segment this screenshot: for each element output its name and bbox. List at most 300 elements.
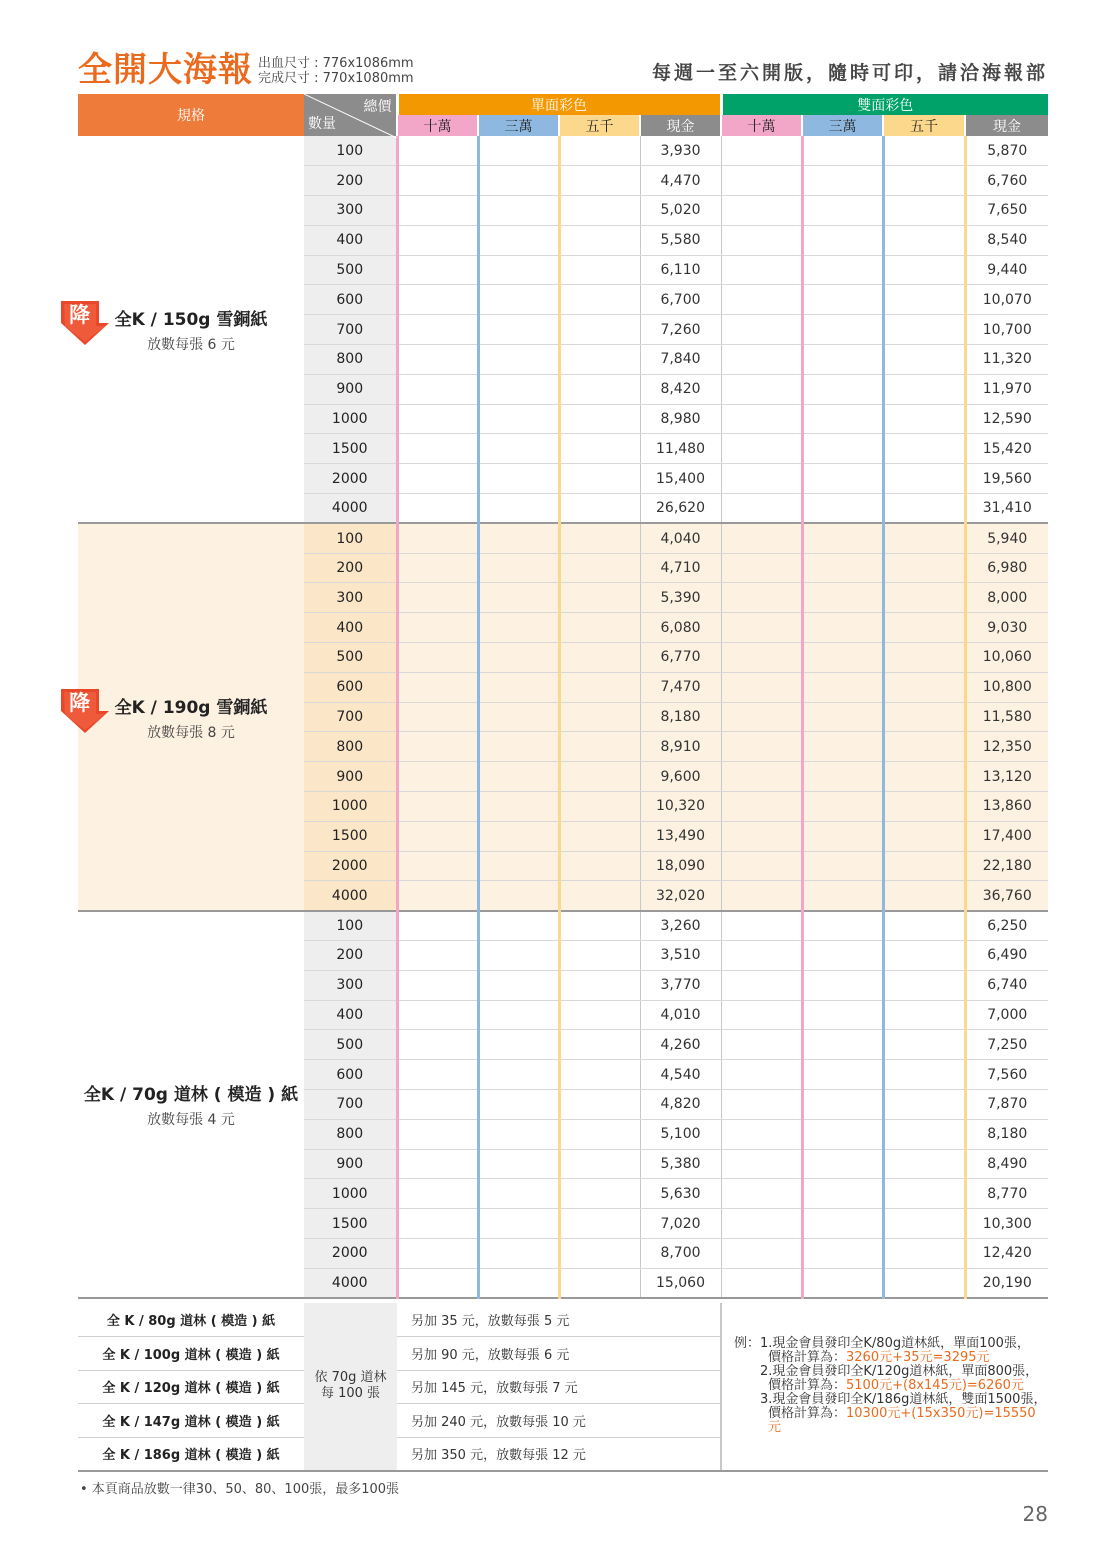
quantity-label: 數量 [308,116,336,132]
price-cell-5k-single [559,196,640,226]
price-cell-100k-single [397,1238,478,1268]
price-cell-100k-double [721,643,802,673]
price-cell-30k-single [478,851,559,881]
price-cell-100k-single [397,196,478,226]
price-cell-5k-double [883,166,965,196]
quantity-cell: 2000 [304,464,397,494]
price-cell-30k-single [478,345,559,375]
price-cell-cash-single: 8,980 [640,404,721,434]
price-cell-cash-single: 4,470 [640,166,721,196]
price-cell-cash-single: 5,630 [640,1179,721,1209]
price-cell-5k-double [883,345,965,375]
price-cell-30k-single [478,315,559,345]
price-cell-100k-double [721,1268,802,1298]
price-cell-5k-single [559,1090,640,1120]
price-cell-5k-single [559,970,640,1000]
price-cell-30k-double [802,643,883,673]
price-cell-5k-single [559,732,640,762]
quantity-cell: 2000 [304,1238,397,1268]
price-cell-30k-double [802,911,883,941]
example-line: 例：1.現金會員發印全K/80g道林紙，單面100張， [734,1336,1030,1352]
quantity-cell: 300 [304,970,397,1000]
price-cell-cash-single: 11,480 [640,434,721,464]
price-cell-5k-single [559,225,640,255]
price-cell-30k-single [478,1238,559,1268]
price-cell-100k-double [721,136,802,166]
price-cell-100k-single [397,702,478,732]
price-cell-100k-single [397,941,478,971]
price-cell-cash-single: 15,060 [640,1268,721,1298]
price-cell-5k-double [883,374,965,404]
spec-label [69,302,268,354]
price-cell-100k-single [397,404,478,434]
price-cell-cash-single: 3,770 [640,970,721,1000]
price-cell-5k-double [883,553,965,583]
price-cell-30k-double [802,315,883,345]
quantity-cell: 4000 [304,1268,397,1298]
final-size: 完成尺寸 : 770x1080mm [258,71,414,86]
col-cash-single: 現金 [640,115,721,136]
price-cell-cash-single: 4,040 [640,523,721,553]
quantity-cell: 600 [304,672,397,702]
price-cell-5k-double [883,672,965,702]
price-cell-30k-double [802,345,883,375]
extra-paper-surcharge: 另加 350 元，放數每張 12 元 [397,1437,721,1471]
price-cell-100k-single [397,374,478,404]
quantity-cell: 1500 [304,434,397,464]
example-calc-line [734,1407,1048,1435]
price-cell-100k-single [397,494,478,524]
price-cell-cash-double: 11,580 [965,702,1048,732]
price-cell-30k-single [478,583,559,613]
extra-paper-name: 全 K / 80g 道林 ( 模造 ) 紙 [78,1303,304,1337]
example-calc-label: 價格計算為： [768,1378,847,1394]
col-cash-double: 現金 [965,115,1048,136]
price-cell-5k-double [883,196,965,226]
price-cell-30k-single [478,1209,559,1239]
price-cell-100k-double [721,851,802,881]
price-cell-100k-single [397,821,478,851]
price-cell-cash-double: 8,770 [965,1179,1048,1209]
price-cell-30k-single [478,1060,559,1090]
price-cell-5k-single [559,1030,640,1060]
price-cell-30k-double [802,553,883,583]
price-cell-30k-single [478,613,559,643]
price-cell-100k-double [721,523,802,553]
price-cell-100k-single [397,166,478,196]
price-cell-5k-double [883,464,965,494]
size-info [258,56,414,86]
price-cell-30k-double [802,1149,883,1179]
price-cell-5k-single [559,166,640,196]
price-cell-cash-double: 10,700 [965,315,1048,345]
price-cell-100k-single [397,583,478,613]
price-cell-cash-single: 4,260 [640,1030,721,1060]
price-cell-30k-double [802,136,883,166]
price-cell-5k-single [559,1119,640,1149]
quantity-cell: 600 [304,285,397,315]
extra-basis [304,1303,397,1471]
price-cell-cash-single: 6,080 [640,613,721,643]
price-cell-5k-double [883,225,965,255]
price-cell-5k-single [559,553,640,583]
price-cell-5k-double [883,1119,965,1149]
price-cell-100k-double [721,345,802,375]
price-cell-5k-double [883,702,965,732]
price-cell-cash-double: 6,980 [965,553,1048,583]
price-cell-30k-double [802,702,883,732]
price-cell-cash-double: 15,420 [965,434,1048,464]
price-cell-cash-double: 5,870 [965,136,1048,166]
extra-paper-surcharge: 另加 240 元，放數每張 10 元 [397,1404,721,1438]
price-cell-cash-single: 6,110 [640,255,721,285]
price-cell-5k-double [883,762,965,792]
price-cell-5k-double [883,136,965,166]
price-cell-5k-single [559,583,640,613]
price-cell-5k-double [883,911,965,941]
price-cell-5k-single [559,136,640,166]
price-cell-100k-double [721,374,802,404]
price-cell-30k-double [802,196,883,226]
price-cell-30k-double [802,523,883,553]
price-cell-cash-double: 7,870 [965,1090,1048,1120]
price-cell-cash-double: 6,740 [965,970,1048,1000]
spec-cell [69,136,304,523]
price-cell-5k-double [883,732,965,762]
price-cell-cash-double: 17,400 [965,821,1048,851]
quantity-cell: 1000 [304,1179,397,1209]
price-cell-5k-single [559,404,640,434]
price-cell-30k-single [478,881,559,911]
price-cell-30k-single [478,464,559,494]
price-cell-5k-single [559,1000,640,1030]
price-cell-30k-single [478,1149,559,1179]
spec-cell [69,523,304,910]
diagonal-header [304,94,397,136]
price-cell-cash-single: 5,380 [640,1149,721,1179]
price-cell-cash-double: 8,490 [965,1149,1048,1179]
quantity-cell: 100 [304,911,397,941]
paper-spec-note: 放數每張 6 元 [147,336,235,353]
price-cell-100k-single [397,464,478,494]
quantity-cell: 600 [304,1060,397,1090]
price-cell-100k-single [397,225,478,255]
quantity-cell: 800 [304,345,397,375]
price-cell-cash-double: 7,650 [965,196,1048,226]
price-cell-5k-single [559,434,640,464]
quantity-cell: 200 [304,166,397,196]
extra-paper-name: 全 K / 120g 道林 ( 模造 ) 紙 [78,1370,304,1404]
col-100k-double: 十萬 [721,115,802,136]
price-cell-5k-double [883,255,965,285]
price-cell-100k-double [721,1119,802,1149]
price-cell-5k-single [559,821,640,851]
quantity-cell: 700 [304,702,397,732]
price-cell-5k-double [883,851,965,881]
spec-cell [78,911,304,1298]
price-cell-cash-single: 6,700 [640,285,721,315]
price-cell-100k-single [397,1090,478,1120]
price-cell-cash-double: 10,070 [965,285,1048,315]
price-cell-cash-double: 36,760 [965,881,1048,911]
price-cell-100k-double [721,255,802,285]
example-calc-value: 5100元+(8x145元)=6260元 [846,1378,1024,1394]
table-row [78,911,1048,941]
price-cell-5k-single [559,881,640,911]
price-cell-100k-single [397,1030,478,1060]
price-cell-cash-single: 7,020 [640,1209,721,1239]
price-cell-100k-single [397,1268,478,1298]
price-cell-cash-single: 4,820 [640,1090,721,1120]
price-cell-5k-double [883,613,965,643]
price-cell-100k-double [721,1030,802,1060]
price-cell-30k-single [478,434,559,464]
price-cell-cash-double: 7,560 [965,1060,1048,1090]
price-cell-100k-double [721,1090,802,1120]
quantity-cell: 900 [304,762,397,792]
quantity-cell: 500 [304,1030,397,1060]
price-cell-30k-single [478,374,559,404]
example-calc-value: 10300元+(15x350元)=15550元 [768,1406,1036,1436]
quantity-cell: 700 [304,315,397,345]
price-cell-5k-single [559,1238,640,1268]
price-cell-cash-single: 18,090 [640,851,721,881]
price-cell-100k-single [397,881,478,911]
price-cell-5k-double [883,1000,965,1030]
price-cell-100k-single [397,613,478,643]
price-cell-100k-double [721,1179,802,1209]
price-cell-30k-double [802,732,883,762]
price-cell-5k-double [883,1060,965,1090]
price-cell-5k-single [559,494,640,524]
quantity-cell: 1500 [304,821,397,851]
price-cell-100k-single [397,1149,478,1179]
price-cell-5k-single [559,702,640,732]
price-cell-5k-double [883,643,965,673]
price-cell-cash-single: 7,260 [640,315,721,345]
quantity-cell: 500 [304,643,397,673]
price-cell-cash-single: 4,540 [640,1060,721,1090]
price-cell-100k-single [397,643,478,673]
price-cell-cash-double: 10,060 [965,643,1048,673]
price-cell-cash-single: 8,180 [640,702,721,732]
price-cell-30k-single [478,1179,559,1209]
price-cell-5k-single [559,1060,640,1090]
price-cell-30k-single [478,911,559,941]
price-cell-cash-double: 12,350 [965,732,1048,762]
price-cell-5k-single [559,762,640,792]
price-cell-30k-double [802,1090,883,1120]
price-cell-cash-single: 3,510 [640,941,721,971]
extra-basis-line: 每 100 張 [320,1386,381,1402]
price-cell-5k-single [559,1268,640,1298]
example-line: 3.現金會員發印全K/186g道林紙，雙面1500張， [760,1392,1047,1408]
price-cell-30k-double [802,255,883,285]
price-cell-30k-single [478,1119,559,1149]
price-cell-100k-double [721,315,802,345]
quantity-cell: 500 [304,255,397,285]
price-cell-30k-double [802,881,883,911]
quantity-cell: 4000 [304,881,397,911]
example-notes [721,1303,1048,1471]
bleed-size: 出血尺寸 : 776x1086mm [258,56,414,71]
quantity-cell: 4000 [304,494,397,524]
price-cell-cash-double: 31,410 [965,494,1048,524]
price-cell-30k-double [802,613,883,643]
price-cell-cash-single: 15,400 [640,464,721,494]
price-cell-100k-double [721,702,802,732]
price-cell-30k-single [478,941,559,971]
price-cell-5k-double [883,1090,965,1120]
price-cell-5k-single [559,792,640,822]
price-cell-30k-double [802,1209,883,1239]
price-cell-30k-single [478,136,559,166]
price-cell-5k-double [883,1149,965,1179]
price-cell-cash-double: 10,800 [965,672,1048,702]
single-side-header: 單面彩色 [397,94,721,115]
price-cell-5k-single [559,1149,640,1179]
price-cell-100k-single [397,1179,478,1209]
price-cell-5k-double [883,941,965,971]
paper-spec-name: 全K / 70g 道林 ( 模造 ) 紙 [83,1084,299,1105]
price-cell-30k-single [478,225,559,255]
price-cell-5k-double [883,434,965,464]
price-cell-5k-single [559,285,640,315]
price-cell-5k-double [883,1179,965,1209]
price-cell-100k-double [721,821,802,851]
price-cell-30k-double [802,970,883,1000]
price-cell-cash-single: 13,490 [640,821,721,851]
price-down-icon [61,297,113,349]
price-cell-30k-single [478,732,559,762]
price-cell-cash-single: 3,260 [640,911,721,941]
price-cell-30k-single [478,1090,559,1120]
price-cell-100k-double [721,911,802,941]
price-cell-30k-double [802,1268,883,1298]
price-cell-5k-single [559,613,640,643]
price-cell-cash-single: 10,320 [640,792,721,822]
price-cell-cash-double: 11,970 [965,374,1048,404]
price-cell-30k-double [802,434,883,464]
price-cell-cash-double: 5,940 [965,523,1048,553]
price-cell-100k-double [721,494,802,524]
spec-header: 規格 [78,94,304,136]
price-cell-100k-single [397,911,478,941]
quantity-cell: 200 [304,553,397,583]
price-cell-100k-single [397,523,478,553]
col-5k-single: 五千 [559,115,640,136]
price-cell-100k-single [397,1119,478,1149]
price-cell-cash-double: 12,420 [965,1238,1048,1268]
price-cell-30k-double [802,494,883,524]
quantity-cell: 400 [304,1000,397,1030]
schedule-note: 每週一至六開版，隨時可印，請洽海報部 [651,62,1048,84]
price-cell-5k-double [883,1030,965,1060]
extra-paper-name: 全 K / 186g 道林 ( 模造 ) 紙 [78,1437,304,1471]
extra-paper-name: 全 K / 147g 道林 ( 模造 ) 紙 [78,1404,304,1438]
price-body [69,136,1048,1298]
price-cell-30k-double [802,762,883,792]
price-cell-30k-double [802,821,883,851]
price-cell-30k-double [802,1179,883,1209]
price-cell-30k-single [478,285,559,315]
price-cell-5k-double [883,970,965,1000]
price-cell-30k-single [478,672,559,702]
price-cell-5k-single [559,1179,640,1209]
quantity-cell: 800 [304,732,397,762]
price-cell-30k-single [478,494,559,524]
price-cell-5k-single [559,643,640,673]
price-cell-100k-single [397,672,478,702]
price-cell-30k-double [802,166,883,196]
paper-spec-name: 全K / 150g 雪銅紙 [114,309,268,330]
price-cell-5k-double [883,1268,965,1298]
quantity-cell: 100 [304,523,397,553]
col-30k-single: 三萬 [478,115,559,136]
col-5k-double: 五千 [883,115,965,136]
price-cell-5k-single [559,345,640,375]
price-cell-100k-single [397,792,478,822]
price-cell-5k-double [883,285,965,315]
example-calc-label: 價格計算為： [768,1350,847,1366]
price-cell-100k-double [721,1238,802,1268]
price-cell-100k-double [721,225,802,255]
price-cell-cash-double: 12,590 [965,404,1048,434]
price-cell-5k-double [883,792,965,822]
price-table [69,94,1048,1299]
footnote: • 本頁商品放數一律30、50、80、100張，最多100張 [80,1482,400,1497]
paper-spec-name: 全K / 190g 雪銅紙 [114,697,268,718]
paper-spec-note: 放數每張 4 元 [147,1111,235,1128]
price-cell-cash-double: 6,490 [965,941,1048,971]
price-cell-100k-double [721,970,802,1000]
price-cell-cash-single: 9,600 [640,762,721,792]
price-cell-100k-single [397,255,478,285]
extra-paper-surcharge: 另加 35 元，放數每張 5 元 [397,1303,721,1337]
price-cell-100k-double [721,941,802,971]
price-cell-5k-double [883,1209,965,1239]
price-cell-5k-single [559,1209,640,1239]
price-cell-cash-double: 8,540 [965,225,1048,255]
price-cell-30k-single [478,196,559,226]
price-cell-cash-single: 5,580 [640,225,721,255]
price-cell-5k-double [883,404,965,434]
price-cell-100k-double [721,404,802,434]
price-cell-100k-single [397,315,478,345]
price-cell-cash-double: 11,320 [965,345,1048,375]
price-down-icon [61,685,113,737]
quantity-cell: 900 [304,374,397,404]
price-cell-30k-single [478,1268,559,1298]
price-cell-5k-double [883,523,965,553]
price-cell-100k-single [397,732,478,762]
paper-spec-note: 放數每張 8 元 [147,724,235,741]
price-cell-cash-double: 10,300 [965,1209,1048,1239]
price-cell-100k-single [397,553,478,583]
quantity-cell: 800 [304,1119,397,1149]
price-cell-cash-single: 26,620 [640,494,721,524]
price-cell-30k-single [478,643,559,673]
col-30k-double: 三萬 [802,115,883,136]
price-cell-100k-double [721,285,802,315]
price-cell-100k-double [721,1149,802,1179]
price-cell-100k-single [397,345,478,375]
price-cell-30k-double [802,464,883,494]
price-cell-30k-double [802,225,883,255]
price-cell-100k-double [721,762,802,792]
price-down-label: 降 [69,302,91,327]
price-cell-100k-double [721,881,802,911]
